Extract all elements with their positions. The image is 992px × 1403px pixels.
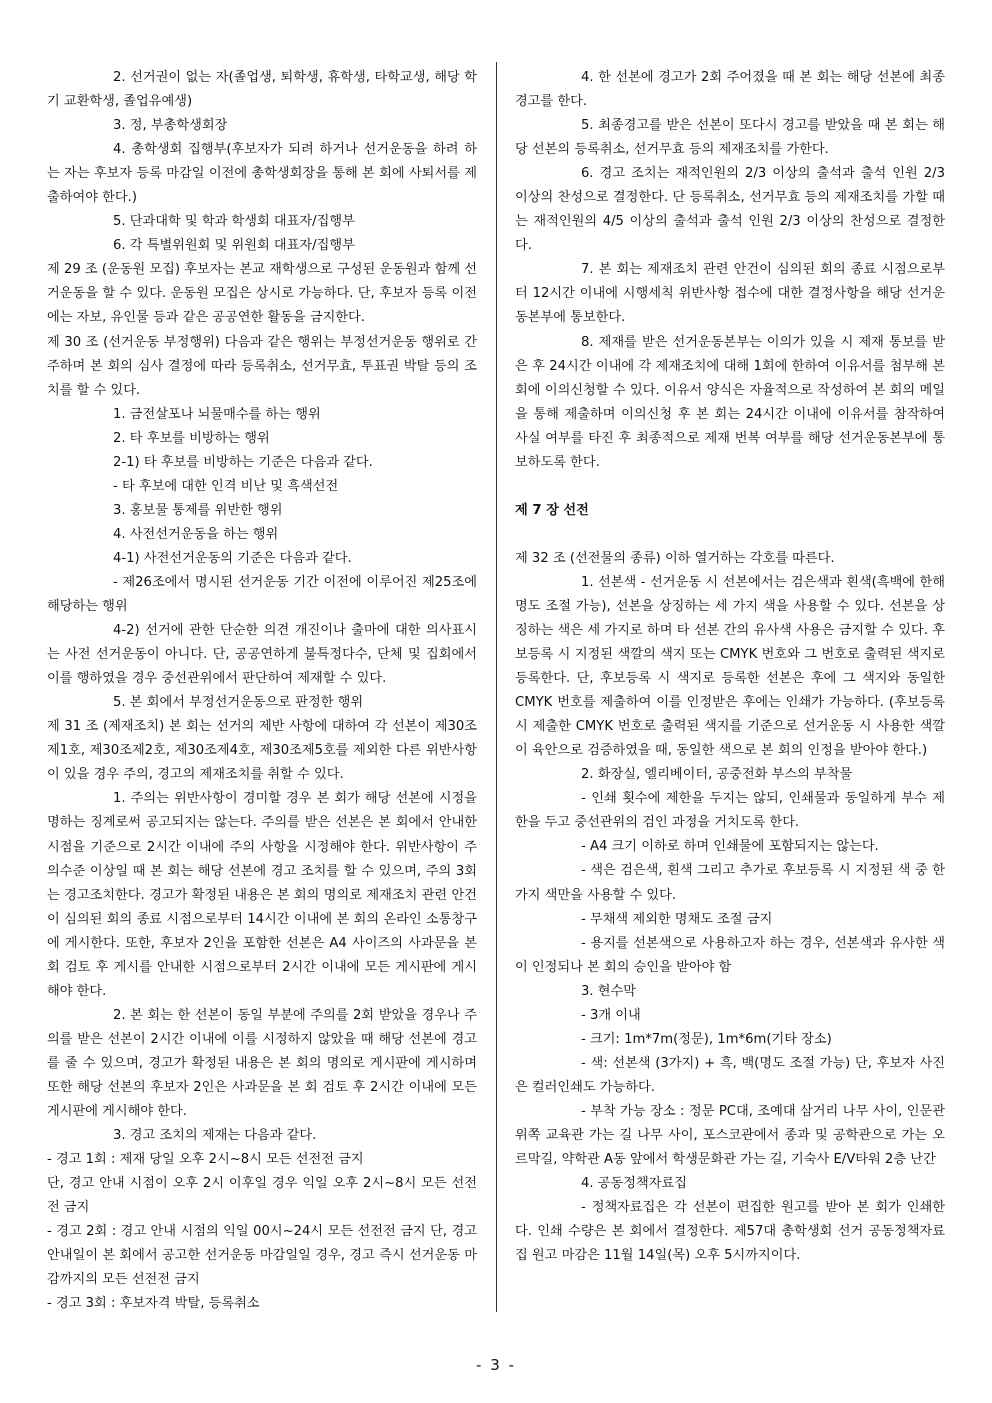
paragraph: - 경고 2회 : 경고 안내 시점의 익일 00시~24시 모든 선전전 금지 단, 경고 안내일이 본 회에서 공고한 선거운동 마감일일 경우, 경고 즉시 선거운동 마감까지의 모든 선전전 금지 [47, 1224, 477, 1288]
paragraph: 5. 본 회에서 부정선거운동으로 판정한 행위 [113, 695, 364, 711]
right-column-bottom [515, 547, 945, 1268]
paragraph: 7. 본 회는 제재조치 관련 안건이 심의된 회의 종료 시점으로부터 12시간 이내에 시행세칙 위반사항 접수에 대한 결정사항을 해당 선거운동본부에 통보한다. [515, 262, 945, 326]
paragraph: - 3개 이내 [581, 1007, 641, 1023]
paragraph: - 용지를 선본색으로 사용하고자 하는 경우, 선본색과 유사한 색이 인정되나 본 회의 승인을 받아야 함 [515, 935, 945, 975]
paragraph: - 크기: 1m*7m(정문), 1m*6m(기타 장소) [581, 1031, 832, 1047]
paragraph: 1. 선본색 - 선거운동 시 선본에서는 검은색과 흰색(흑백에 한해 명도 조절 가능), 선본을 상징하는 세 가지 색을 사용할 수 있다. 선본을 상징하는 색은 세 가지로 하며 타 선본 간의 유사색 사용은 금지할 수 있다. 후보등록 시 지정된 색깔의 색지 또는 CMYK 번호와 그 번호로 출력된 색지로 등록한다. 단, 후보등록 시 색지로 등록한 선본은 후에 그 색지와 동일한 CMYK 번호를 제출하여 이를 인정받은 후에는 인쇄가 가능하다. (후보등록 시 제출한 CMYK 번호로 출력된 색지를 기준으로 선거운동 시 사용한 색깔이 육안으로 검증하였을 때, 동일한 색으로 본 회의 인정을 받아야 한다.) [515, 574, 945, 759]
paragraph: 4-2) 선거에 관한 단순한 의견 개진이나 출마에 대한 의사표시는 사전 선거운동이 아니다. 단, 공공연하게 불특정다수, 단체 및 집회에서 이를 행하였을 경우 중선관위에서 판단하여 제재할 수 있다. [47, 623, 477, 687]
paragraph: 4. 공동정책자료집 [581, 1176, 687, 1192]
paragraph: 3. 홍보물 통제를 위반한 행위 [113, 502, 283, 518]
paragraph: - 타 후보에 대한 인격 비난 및 흑색선전 [113, 478, 339, 494]
paragraph: 2-1) 타 후보를 비방하는 기준은 다음과 같다. [113, 454, 373, 470]
paragraph: 2. 타 후보를 비방하는 행위 [113, 430, 270, 446]
paragraph: 6. 각 특별위원회 및 위원회 대표자/집행부 [113, 238, 355, 254]
paragraph: 3. 정, 부총학생회장 [113, 118, 228, 134]
paragraph: - 경고 1회 : 제재 당일 오후 2시~8시 모든 선전전 금지 [47, 1152, 364, 1168]
left-column [47, 66, 477, 1316]
paragraph: 제 31 조 (제재조치) 본 회는 선거의 제반 사항에 대하여 각 선본이 제30조제1호, 제30조제2호, 제30조제4호, 제30조제5호를 제외한 다른 위반사항이 있을 경우 주의, 경고의 제재조치를 취할 수 있다. [47, 719, 477, 783]
paragraph: 8. 제재를 받은 선거운동본부는 이의가 있을 시 제재 통보를 받은 후 24시간 이내에 각 제재조치에 대해 1회에 한하여 이유서를 첨부해 본 회에 이의신청할 수 있다. 이유서 양식은 자율적으로 작성하여 본 회의 메일을 통해 제출하며 이의신청 후 본 회는 24시간 이내에 이유서를 참작하여 사실 여부를 타진 후 최종적으로 제재 번복 여부를 해당 선거운동본부에 통보하도록 한다. [515, 334, 945, 470]
right-column-top [515, 66, 945, 475]
spacer [515, 475, 945, 499]
paragraph: - 정책자료집은 각 선본이 편집한 원고를 받아 본 회가 인쇄한다. 인쇄 수량은 본 회에서 결정한다. 제57대 총학생회 선거 공동정책자료집 원고 마감은 11월 14일(목) 오후 5시까지이다. [515, 1200, 945, 1264]
column-divider [496, 62, 497, 1312]
page-number: - 3 - [476, 1356, 516, 1374]
paragraph: 제 32 조 (선전물의 종류) 이하 열거하는 각호를 따른다. [515, 550, 835, 566]
paragraph: - 인쇄 횟수에 제한을 두지는 않되, 인쇄물과 동일하게 부수 제한을 두고 중선관위의 검인 과정을 거치도록 한다. [515, 791, 945, 831]
paragraph: - 부착 가능 장소 : 정문 PC대, 조예대 삼거리 나무 사이, 인문관 위쪽 교육관 가는 길 나무 사이, 포스코관에서 종과 및 공학관으로 가는 오르막길, 약학관 A동 앞에서 학생문화관 가는 길, 기숙사 E/V타워 2층 난간 [515, 1103, 945, 1168]
paragraph: 제 30 조 (선거운동 부정행위) 다음과 같은 행위는 부정선거운동 행위로 간주하며 본 회의 심사 결정에 따라 등록취소, 선거무효, 투표권 박탈 등의 조치를 할 수 있다. [47, 334, 477, 398]
paragraph: - 제26조에서 명시된 선거운동 기간 이전에 이루어진 제25조에 해당하는 행위 [47, 574, 477, 615]
paragraph: 3. 현수막 [581, 983, 636, 999]
paragraph: 제 29 조 (운동원 모집) 후보자는 본교 재학생으로 구성된 운동원과 함께 선거운동을 할 수 있다. 운동원 모집은 상시로 가능하다. 단, 후보자 등록 이전에는 자보, 유인물 등과 같은 공공연한 활동을 금지한다. [47, 262, 477, 326]
paragraph: - 무채색 제외한 명채도 조절 금지 [581, 911, 773, 927]
paragraph: - 경고 3회 : 후보자격 박탈, 등록취소 [47, 1296, 260, 1312]
paragraph: - 색: 선본색 (3가지) + 흑, 백(명도 조절 가능) 단, 후보자 사진은 컬러인쇄도 가능하다. [515, 1055, 945, 1095]
paragraph: 단, 경고 안내 시점이 오후 2시 이후일 경우 익일 오후 2시~8시 모든 선전전 금지 [47, 1176, 477, 1216]
paragraph: 3. 경고 조치의 제재는 다음과 같다. [113, 1128, 317, 1144]
paragraph: 5. 최종경고를 받은 선본이 또다시 경고를 받았을 때 본 회는 해당 선본의 등록취소, 선거무효 등의 제재조치를 가한다. [515, 118, 945, 158]
spacer [515, 523, 945, 547]
paragraph: 1. 금전살포나 뇌물매수를 하는 행위 [113, 406, 321, 422]
paragraph: 4. 한 선본에 경고가 2회 주어졌을 때 본 회는 해당 선본에 최종경고를 한다. [515, 70, 945, 110]
paragraph: 6. 경고 조치는 재적인원의 2/3 이상의 출석과 출석 인원 2/3 이상의 찬성으로 결정한다. 단 등록취소, 선거무효 등의 제재조치를 가할 때는 재적인원의 4/5 이상의 출석과 출석 인원 2/3 이상의 찬성으로 결정한다. [515, 166, 945, 254]
paragraph: - A4 크기 이하로 하며 인쇄물에 포함되지는 않는다. [581, 839, 879, 855]
chapter-heading: 제 7 장 선전 [515, 502, 589, 518]
right-column [515, 66, 945, 1268]
paragraph: 4. 총학생회 집행부(후보자가 되려 하거나 선거운동을 하려 하는 자는 후보자 등록 마감일 이전에 총학생회장을 통해 본 회에 사퇴서를 제출하여야 한다.) [47, 142, 477, 206]
paragraph: 1. 주의는 위반사항이 경미할 경우 본 회가 해당 선본에 시정을 명하는 징계로써 공고되지는 않는다. 주의를 받은 선본은 본 회에서 안내한 시점을 기준으로 2시간 이내에 주의 사항을 시정해야 한다. 위반사항이 주의수준 이상일 때 본 회는 해당 선본에 경고 조치를 할 수 있으며, 주의 3회는 경고조치한다. 경고가 확정된 내용은 본 회의 명의로 제재조치 관련 안건이 심의된 회의 종료 시점으로부터 14시간 이내에 본 회의 온라인 소통창구에 게시한다. 또한, 후보자 2인을 포함한 선본은 A4 사이즈의 사과문을 본 회 검토 후 게시를 안내한 시점으로부터 2시간 이내에 모든 게시판에 게시해야 한다. [47, 791, 477, 999]
paragraph: - 색은 검은색, 흰색 그리고 추가로 후보등록 시 지정된 색 중 한 가지 색만을 사용할 수 있다. [515, 863, 945, 903]
paragraph: 2. 본 회는 한 선본이 동일 부분에 주의를 2회 받았을 경우나 주의를 받은 선본이 2시간 이내에 이를 시정하지 않았을 때 해당 선본에 경고를 줄 수 있으며, 경고가 확정된 내용은 본 회의 명의로 게시판에 게시하며 또한 해당 선본의 후보자 2인은 사과문을 본 회 검토 후 2시간 이내에 모든 게시판에 게시해야 한다. [47, 1007, 477, 1120]
paragraph: 4-1) 사전선거운동의 기준은 다음과 같다. [113, 550, 352, 566]
paragraph: 2. 선거권이 없는 자(졸업생, 퇴학생, 휴학생, 타학교생, 해당 학기 교환학생, 졸업유예생) [47, 70, 477, 110]
paragraph: 4. 사전선거운동을 하는 행위 [113, 526, 279, 542]
paragraph: 5. 단과대학 및 학과 학생회 대표자/집행부 [113, 214, 355, 230]
paragraph: 2. 화장실, 엘리베이터, 공중전화 부스의 부착물 [581, 767, 853, 783]
